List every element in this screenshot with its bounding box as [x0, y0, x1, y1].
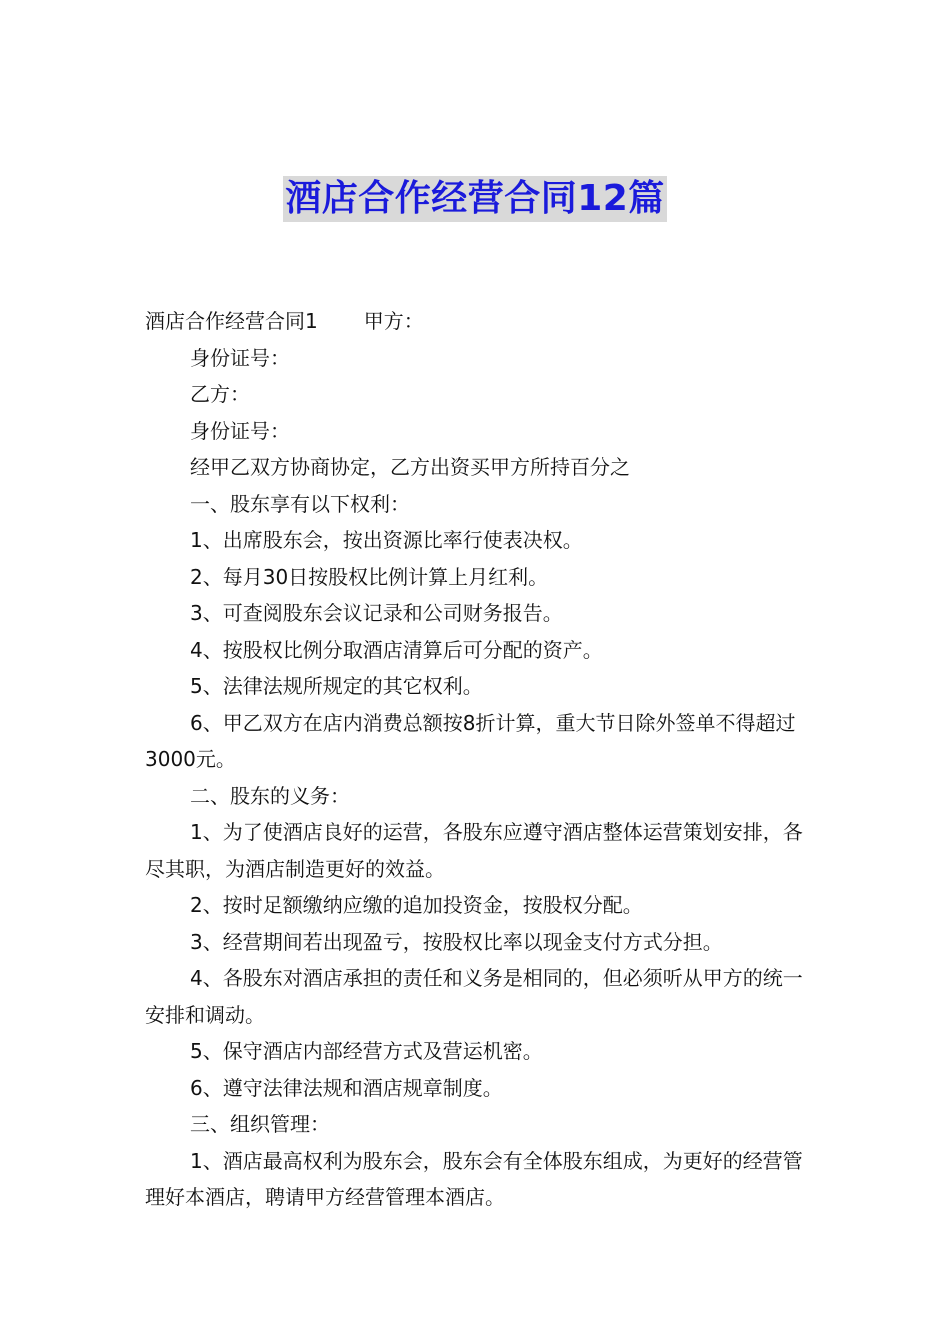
document-title: 酒店合作经营合同12篇	[283, 176, 667, 222]
list-item: 5、法律法规所规定的其它权利。	[190, 674, 483, 698]
paragraph: 身份证号：	[190, 418, 290, 443]
title-wrapper	[0, 176, 950, 222]
list-item: 4、按股权比例分取酒店清算后可分配的资产。	[190, 637, 603, 662]
section-heading: 一、股东享有以下权利：	[190, 491, 410, 516]
list-item: 6、遵守法律法规和酒店规章制度。	[190, 1075, 503, 1100]
party-a-label: 甲方：	[363, 309, 424, 333]
list-item: 4、各股东对酒店承担的责任和义务是相同的，但必须听从甲方的统一安排和调动。	[145, 966, 803, 1027]
list-item: 5、保守酒店内部经营方式及营运机密。	[190, 1039, 543, 1063]
section-heading: 三、组织管理：	[190, 1112, 330, 1136]
list-item: 1、出席股东会，按出资源比率行使表决权。	[190, 528, 583, 552]
list-item: 1、为了使酒店良好的运营，各股东应遵守酒店整体运营策划安排，各尽其职，为酒店制造更好的效益。	[145, 820, 803, 881]
list-item: 2、按时足额缴纳应缴的追加投资金，按股权分配。	[190, 893, 643, 917]
list-item: 2、每月30日按股权比例计算上月红利。	[190, 564, 549, 589]
section-heading: 二、股东的义务：	[190, 783, 350, 808]
paragraph: 经甲乙双方协商协定，乙方出资买甲方所持百分之	[190, 455, 630, 479]
first-line	[145, 303, 807, 340]
contract-heading: 酒店合作经营合同1	[145, 309, 318, 333]
paragraph: 乙方：	[190, 382, 250, 406]
list-item: 3、经营期间若出现盈亏，按股权比率以现金支付方式分担。	[190, 929, 723, 954]
list-item: 6、甲乙双方在店内消费总额按8折计算，重大节日除外签单不得超过3000元。	[145, 710, 796, 771]
paragraph: 身份证号：	[190, 345, 290, 370]
list-item: 1、酒店最高权利为股东会，股东会有全体股东组成，为更好的经营管理好本酒店，聘请甲方经营管理本酒店。	[145, 1148, 803, 1209]
list-item: 3、可查阅股东会议记录和公司财务报告。	[190, 601, 563, 625]
document-body	[145, 303, 807, 1216]
